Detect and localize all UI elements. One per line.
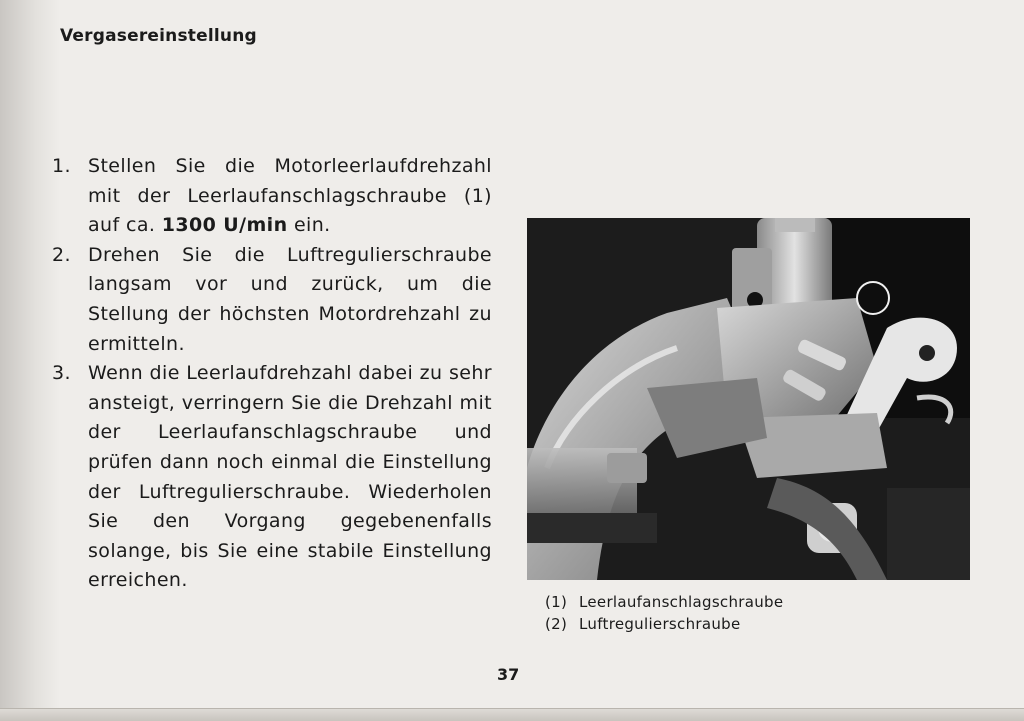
section-title: Vergasereinstellung bbox=[60, 26, 257, 46]
instruction-step-3 bbox=[52, 359, 492, 596]
caption-2: (2) Luftregulierschraube bbox=[545, 615, 741, 633]
page-bottom-edge bbox=[0, 708, 1024, 721]
page-number: 37 bbox=[497, 665, 520, 684]
step-text: Stellen Sie die Motorleerlaufdrehzahl mit der Leerlaufanschlagschraube (1) auf ca. 1300 U/min ein. bbox=[88, 155, 492, 237]
page-binding-shadow bbox=[0, 0, 60, 720]
carburetor-photo bbox=[527, 218, 970, 580]
carburetor-illustration bbox=[527, 218, 970, 580]
instruction-step-1 bbox=[52, 152, 492, 241]
step-number: 1. bbox=[52, 155, 71, 177]
instruction-list bbox=[52, 152, 492, 596]
step-text: Drehen Sie die Luftregulierschraube langsam vor und zurück, um die Stellung der höchsten Motordrehzahl zu ermitteln. bbox=[88, 243, 492, 355]
step-text: Wenn die Leerlaufdrehzahl dabei zu sehr ansteigt, verringern Sie die Drehzahl mit der Leerlaufanschlagschraube und prüfen dann noch einmal die Einstellung der Luftregulierschraube. Wiederholen Sie den Vorgang gegebenenfalls solange, bis Sie eine stabile Einstellung erreichen. bbox=[88, 362, 492, 592]
step-number: 2. bbox=[52, 243, 71, 266]
caption-1: (1) Leerlaufanschlagschraube bbox=[545, 593, 784, 611]
rpm-value: 1300 U/min bbox=[161, 214, 288, 237]
figure-captions bbox=[545, 591, 783, 635]
instruction-step-2 bbox=[52, 241, 492, 359]
step-number: 3. bbox=[52, 362, 71, 385]
